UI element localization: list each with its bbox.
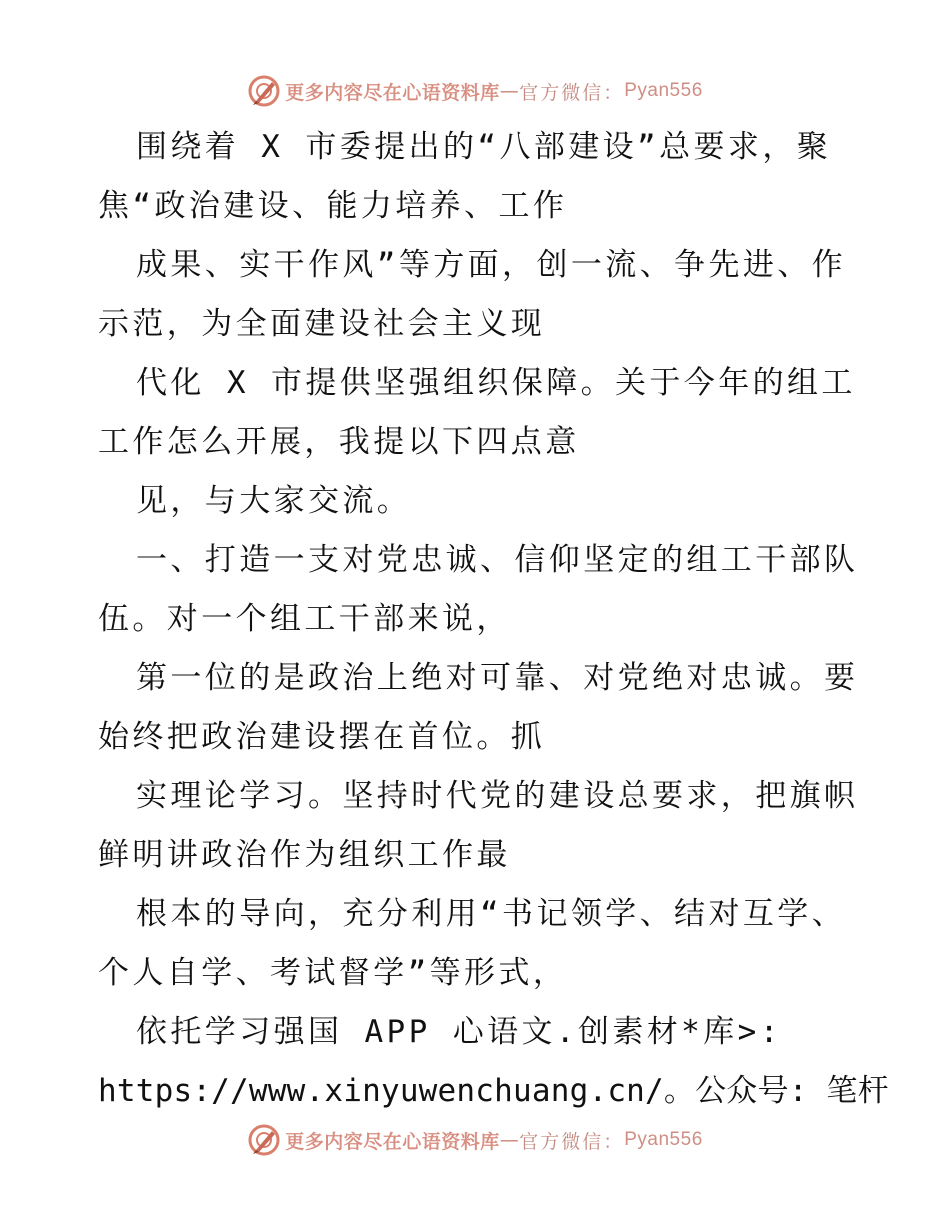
text-line: 围绕着 X 市委提出的“八部建设”总要求，聚 [136, 129, 832, 165]
text-line: 伍。对一个组工干部来说， [98, 601, 511, 637]
text-line: 第一位的是政治上绝对可靠、对党绝对忠诚。要 [136, 660, 859, 696]
watermark-wechat-id: Pyan556 [624, 80, 703, 101]
watermark-dash: — [499, 80, 520, 102]
circle-pen-logo-icon [247, 1123, 281, 1157]
text-line: 根本的导向，充分利用“书记领学、结对互学、 [136, 896, 847, 932]
watermark-label: 官方微信： [519, 81, 625, 104]
text-line-url: https://www.xinyuwenchuang.cn/。公众号: 笔杆 [98, 1073, 889, 1109]
text-line: 代化 X 市提供坚强组织保障。关于今年的组工 [136, 365, 856, 401]
watermark-wechat-id: Pyan556 [624, 1129, 703, 1150]
watermark-brand: 更多内容尽在心语资料库 [285, 1130, 500, 1153]
text-line: 实理论学习。坚持时代党的建设总要求，把旗帜 [136, 778, 859, 814]
text-line: 始终把政治建设摆在首位。抓 [98, 719, 546, 755]
text-line: 鲜明讲政治作为组织工作最 [98, 837, 511, 873]
text-line: 个人自学、考试督学”等形式， [98, 955, 568, 991]
circle-pen-logo-icon [247, 74, 281, 108]
text-line: 见，与大家交流。 [136, 483, 412, 519]
watermark-brand: 更多内容尽在心语资料库 [285, 81, 500, 104]
footer-watermark [0, 1120, 950, 1160]
text-line: 一、打造一支对党忠诚、信仰坚定的组工干部队 [136, 542, 859, 578]
watermark-dash: — [499, 1129, 520, 1151]
header-watermark [0, 71, 950, 111]
text-line: 成果、实干作风”等方面，创一流、争先进、作 [136, 247, 847, 283]
text-line: 依托学习强国 APP 心语文.创素材*库>: [136, 1014, 782, 1050]
watermark-label: 官方微信： [519, 1130, 625, 1153]
text-line: 焦“政治建设、能力培养、工作 [98, 188, 568, 224]
text-line: 工作怎么开展，我提以下四点意 [98, 424, 580, 460]
text-line: 示范，为全面建设社会主义现 [98, 306, 546, 342]
document-body [98, 118, 889, 1121]
